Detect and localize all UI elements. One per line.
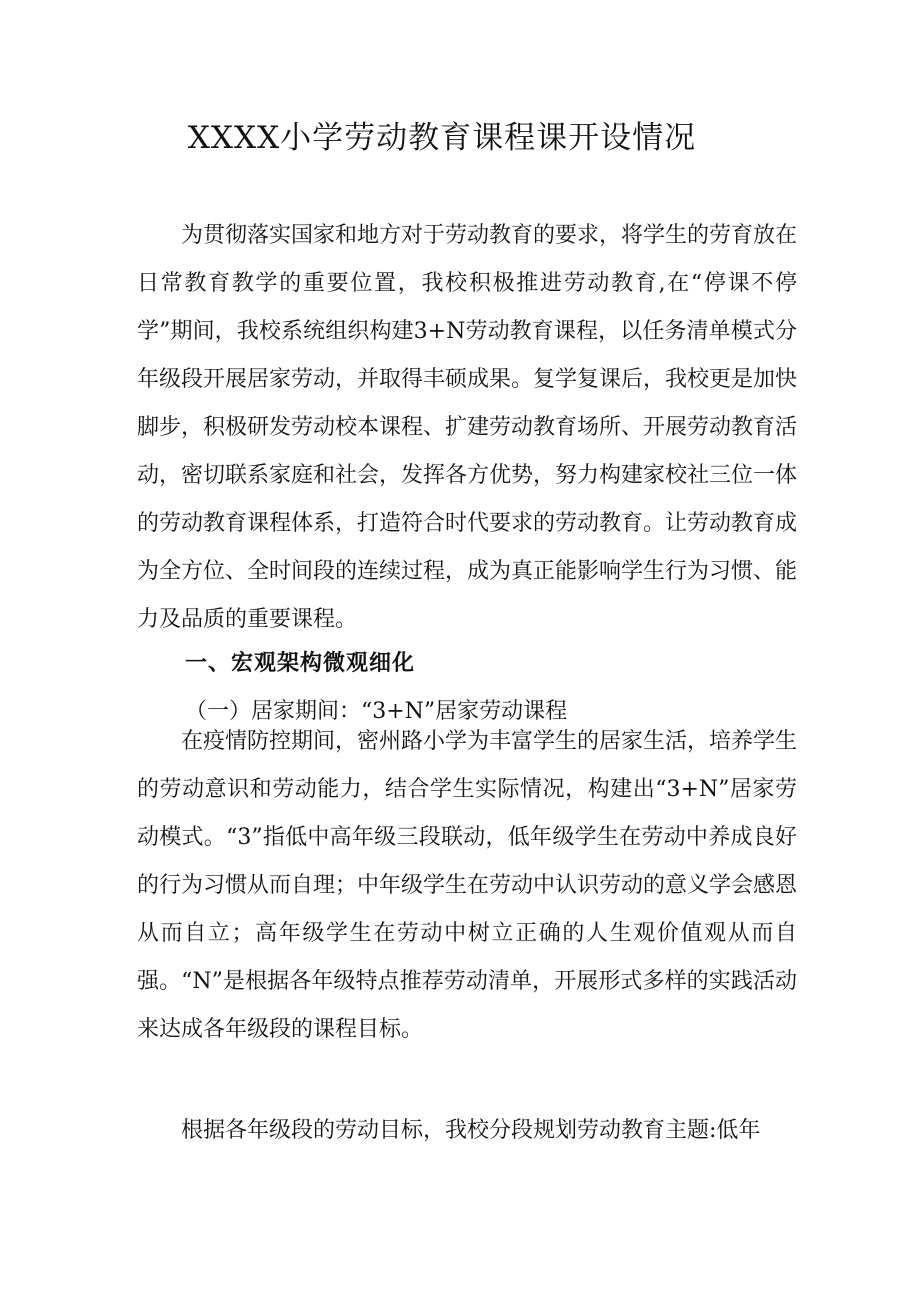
subsection-heading: （一）居家期间：“3+N”居家劳动课程 (185, 699, 568, 724)
section-heading: 一、宏观架构微观细化 (185, 651, 416, 676)
paragraph-text: 为贯彻落实国家和地方对于劳动教育的要求，将学生的劳育放在日常教育教学的重要位置，我校积极推进劳动教育,在“停课不停学”期间，我校系统组织构建3+N劳动教育课程，以任务清单模式分年级段开展居家劳动，并取得丰硕成果。复学复课后，我校更是加快脚步，积极研发劳动校本课程、扩建劳动教育场所、开展劳动教育活动，密切联系家庭和社会，发挥各方优势，努力构建家校社三位一体的劳动教育课程体系，打造符合时代要求的劳动教育。让劳动教育成为全方位、全时间段的连续过程，成为真正能影响学生行为习惯、能力及品质的重要课程。 (137, 223, 798, 632)
paragraph-text: 在疫情防控期间，密州路小学为丰富学生的居家生活，培养学生的劳动意识和劳动能力，结合学生实际情况，构建出“3+N”居家劳动模式。“3”指低中高年级三段联动，低年级学生在劳动中养成良好的行为习惯从而自理；中年级学生在劳动中认识劳动的意义学会感恩从而自立；高年级学生在劳动中树立正确的人生观价值观从而自强。“N”是根据各年级特点推荐劳动清单，开展形式多样的实践活动来达成各年级段的课程目标。 (137, 729, 798, 1042)
document-title: XXXX小学劳动教育课程课开设情况 (187, 120, 697, 156)
paragraph-home-labor (137, 718, 797, 1054)
paragraph-intro (137, 212, 797, 644)
paragraph-grade-planning (137, 1107, 797, 1155)
paragraph-text: 根据各年级段的劳动目标，我校分段规划劳动教育主题:低年 (181, 1118, 761, 1143)
